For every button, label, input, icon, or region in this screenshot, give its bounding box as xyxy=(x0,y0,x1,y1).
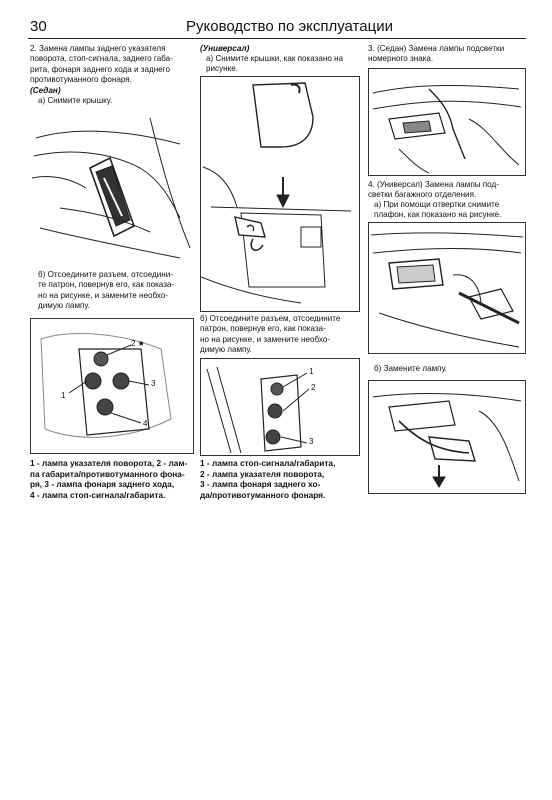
header-rule xyxy=(28,38,526,39)
wagon-bulb-figure xyxy=(200,358,360,456)
step-a-text: а) Снимите крышку. xyxy=(38,96,113,105)
page-title: Руководство по эксплуатации xyxy=(186,18,393,35)
col3-step-a-text: а) При помощи отвертки снимите плафон, как показано на рисунке. xyxy=(374,200,502,220)
callout-4: 4 xyxy=(143,419,148,428)
wagon-caption: 1 - лампа стоп-сигнала/габарита, 2 - лампа указателя поворота, 3 - лампа фонаря заднего хо- да/противотуманного фонаря. xyxy=(200,458,336,500)
lamp-replace-figure xyxy=(368,380,526,494)
callout-2: 2 xyxy=(311,383,316,392)
section-4-text: 4. (Универсал) Замена лампы под- светки багажного отделения. xyxy=(368,180,499,200)
license-lamp-figure xyxy=(368,68,526,176)
callout-3: 3 xyxy=(151,379,156,388)
callout-1: 1 xyxy=(309,367,314,376)
wagon-label: (Универсал) xyxy=(200,44,250,53)
sedan-label: (Седан) xyxy=(30,86,61,95)
sedan-bulb-figure xyxy=(30,318,194,454)
callout-2: 2 ★ xyxy=(131,339,145,348)
wagon-step-a-text: а) Снимите крышки, как показано на рисунке. xyxy=(206,54,344,74)
step-b-text: б) Отсоедините разъем, отсоедини- те патрон, повернув его, как показа- но на рисунке, и замените необхо- димую лампу. xyxy=(38,270,175,311)
section-3-text: 3. (Седан) Замена лампы подсветки номерного знака. xyxy=(368,44,505,64)
sedan-caption: 1 - лампа указателя поворота, 2 - лам- па габарита/противотуманного фона- ря, 3 - лампа фонаря заднего хода, 4 - лампа стоп-сигнала/габарита. xyxy=(30,458,188,500)
wagon-cover-figure xyxy=(200,76,360,312)
sedan-cover-figure xyxy=(30,108,194,264)
page-number: 30 xyxy=(30,18,47,35)
col3-step-b-text: б) Замените лампу. xyxy=(374,364,448,373)
section-2-text: 2. Замена лампы заднего указателя поворота, стоп-сигнала, заднего габа- рита, фонаря заднего хода и заднего противотуманного фонаря. xyxy=(30,44,173,85)
cargo-lamp-figure xyxy=(368,222,526,354)
wagon-step-b-text: б) Отсоедините разъем, отсоедините патрон, повернув его, как показа- но на рисунке, и замените необхо- димую лампу. xyxy=(200,314,341,355)
callout-1: 1 xyxy=(61,391,66,400)
callout-3: 3 xyxy=(309,437,314,446)
